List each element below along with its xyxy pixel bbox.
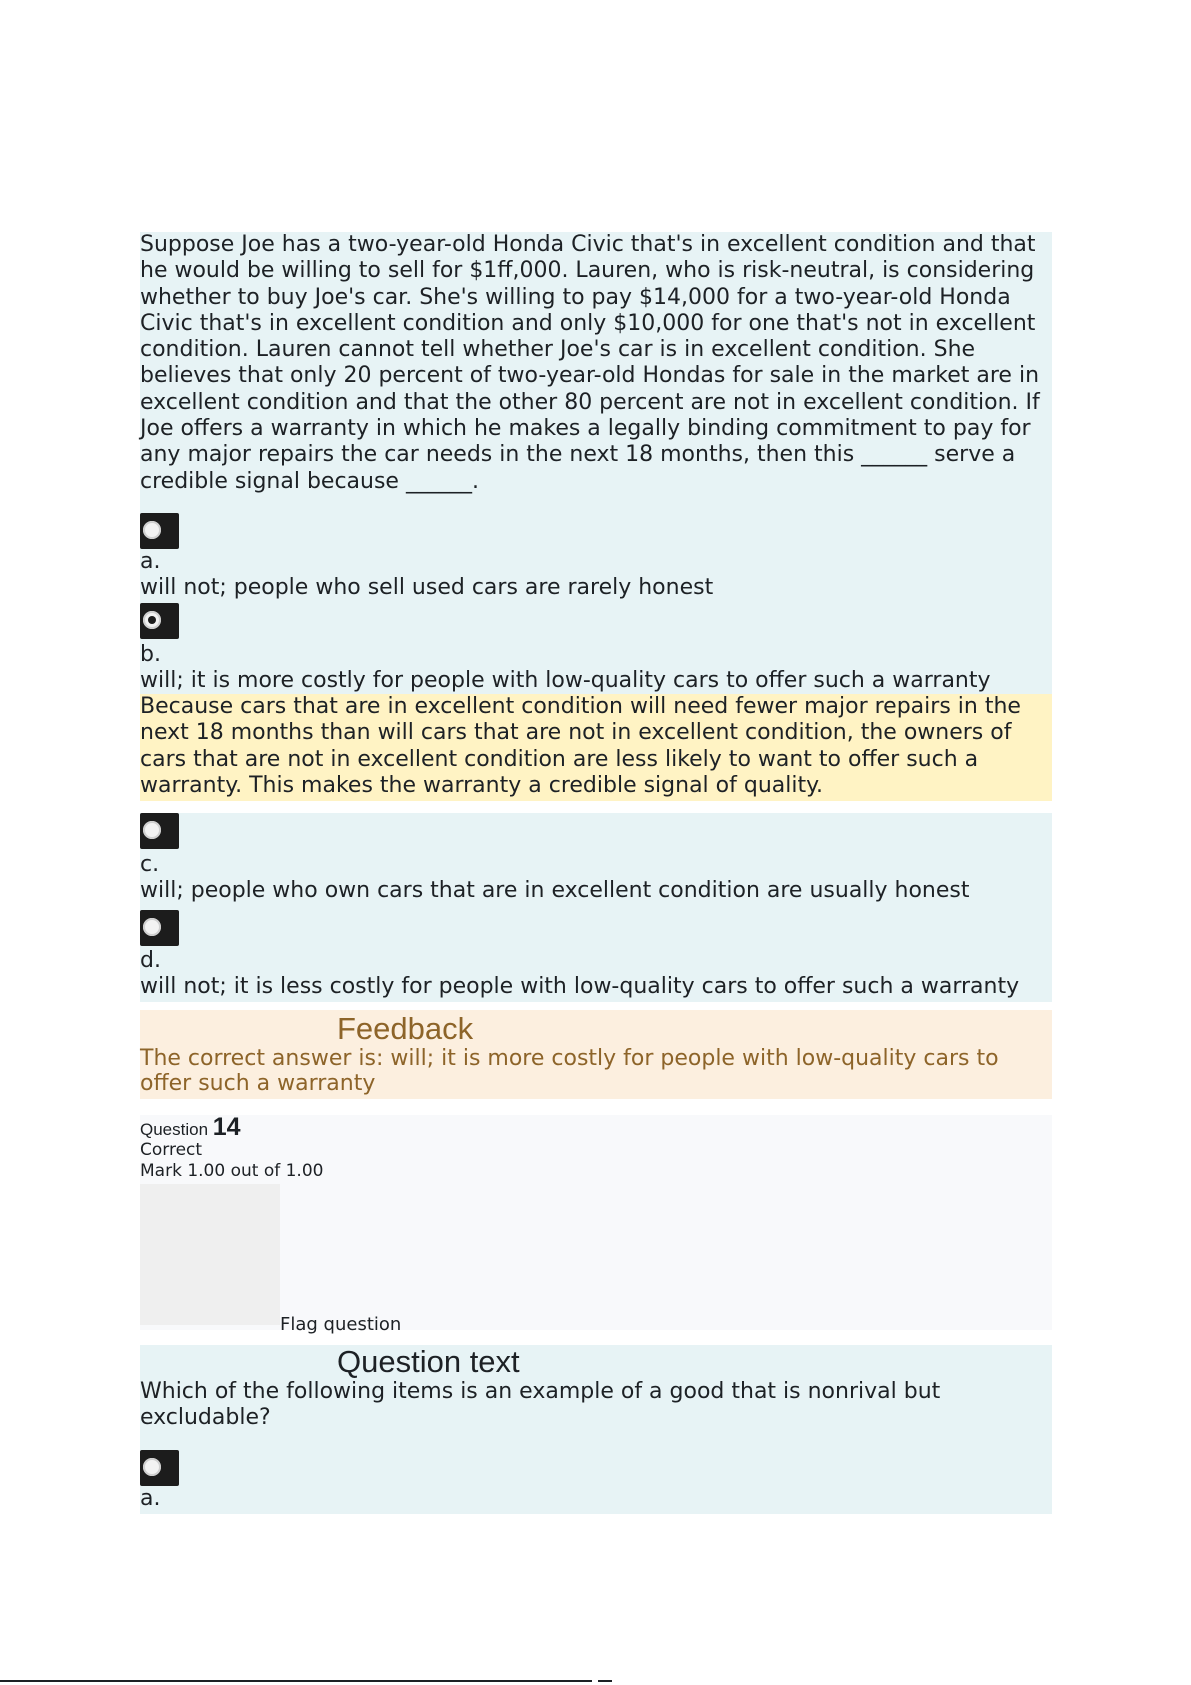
radio-button-icon[interactable] xyxy=(140,910,179,946)
option-text: will not; it is less costly for people with low-quality cars to offer such a warranty xyxy=(140,974,1020,1000)
answer-option-a[interactable] xyxy=(140,1450,1052,1514)
general-feedback xyxy=(140,1010,1052,1099)
specific-feedback: Because cars that are in excellent condition will need fewer major repairs in the next 18 months than will cars that are not in excellent condition, the owners of cars that are not in excellent condition are less likely to want to offer such a warranty. This makes the warranty a credible signal of quality. xyxy=(140,694,1052,801)
option-text: will; people who own cars that are in excellent condition are usually honest xyxy=(140,878,970,904)
page-footer-line xyxy=(0,1680,592,1682)
option-letter: d. xyxy=(140,948,161,974)
question-13-content xyxy=(140,232,1052,694)
option-letter: b. xyxy=(140,641,161,667)
option-text: will; it is more costly for people with low-quality cars to offer such a warranty xyxy=(140,667,991,693)
option-text: will not; people who sell used cars are rarely honest xyxy=(140,574,714,600)
quiz-page xyxy=(140,232,1052,1514)
option-letter: a. xyxy=(140,1485,161,1511)
correct-answer-text: The correct answer is: will; it is more costly for people with low-quality cars to offer such a warranty xyxy=(140,1046,999,1097)
radio-button-icon[interactable] xyxy=(140,1450,179,1486)
question-14-info xyxy=(140,1113,1052,1336)
option-letter: c. xyxy=(140,852,160,878)
question-13-more-options xyxy=(140,813,1052,1002)
answer-option-a[interactable] xyxy=(140,513,1052,601)
answer-option-b[interactable] xyxy=(140,603,1052,694)
answer-option-c[interactable] xyxy=(140,813,1052,904)
flag-icon[interactable] xyxy=(140,1184,280,1325)
page-footer-mark xyxy=(598,1680,612,1682)
question-grade: Mark 1.00 out of 1.00 xyxy=(140,1161,324,1182)
question-14-content xyxy=(140,1345,1052,1514)
option-letter: a. xyxy=(140,548,161,574)
answer-option-d[interactable] xyxy=(140,910,1052,1000)
question-state: Correct xyxy=(140,1140,203,1161)
radio-button-icon[interactable] xyxy=(140,813,179,849)
question-number-value: 14 xyxy=(212,1113,241,1142)
question-number xyxy=(140,1115,1052,1140)
question-14-text: Which of the following items is an example of a good that is nonrival but excludable? xyxy=(140,1379,941,1431)
question-text-heading: Question text xyxy=(337,1344,520,1380)
radio-button-checked-icon[interactable] xyxy=(140,603,179,639)
feedback-heading: Feedback xyxy=(337,1011,474,1047)
flag-question-link[interactable]: Flag question xyxy=(280,1314,402,1336)
question-13-text: Suppose Joe has a two-year-old Honda Civic that's in excellent condition and that he would be willing to sell for $1ff,000. Lauren, who is risk-neutral, is considering whether to buy Joe's car. She's willing to pay $14,000 for a two-year-old Honda Civic that's in excellent condition and only $10,000 for one that's not in excellent condition. Lauren cannot tell whether Joe's car is in excellent condition. She believes that only 20 percent of two-year-old Hondas for sale in the market are in excellent condition and that the other 80 percent are not in excellent condition. If Joe offers a warranty in which he makes a legally binding commitment to pay for any major repairs the car needs in the next 18 months, then this ______ serve a credible signal because ______. xyxy=(140,232,1040,494)
radio-button-icon[interactable] xyxy=(140,513,179,549)
question-label: Question xyxy=(140,1120,209,1140)
